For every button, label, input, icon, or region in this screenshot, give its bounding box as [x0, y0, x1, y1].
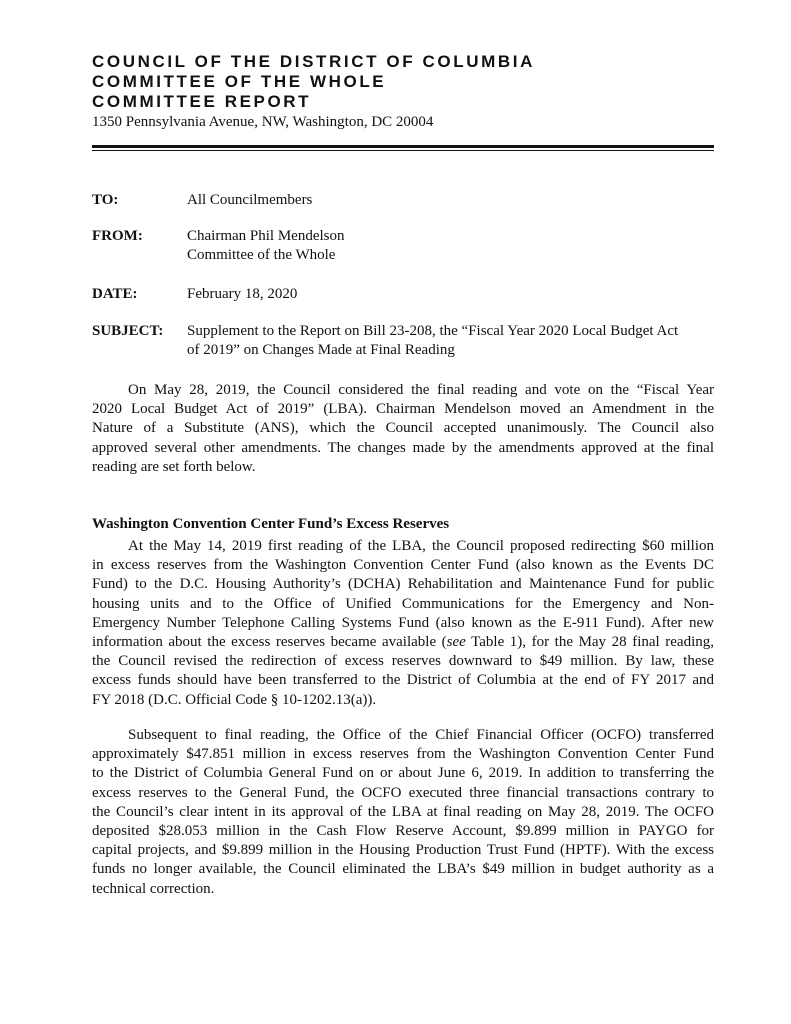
memo-subject-line-1: Supplement to the Report on Bill 23-208, the “Fiscal Year 2020 Local Budget Act [187, 323, 679, 339]
see-citation: see [446, 634, 466, 651]
section-heading: Washington Convention Center Fund’s Excess Reserves [92, 516, 450, 532]
paragraph-line: to the District of Columbia General Fund on or about June 6, 2019. In addition to transferring the [92, 765, 714, 782]
memo-from-value-committee: Committee of the Whole [187, 247, 336, 263]
memo-to-label: TO: [92, 192, 119, 208]
header-rule-thin [92, 150, 714, 151]
paragraph-line: Emergency Number Telephone Calling Systems Fund (also known as the E-911 Fund). After new [92, 614, 714, 631]
paragraph-line: technical correction. [92, 880, 215, 897]
memo-to-value: All Councilmembers [187, 192, 313, 208]
letterhead-committee: COMMITTEE OF THE WHOLE [92, 72, 387, 91]
paragraph-line: approximately $47.851 million in excess reserves from the Washington Convention Center Fund [92, 746, 714, 763]
intro-line: approved several other amendments. The changes made by the amendments approved at the final [92, 439, 714, 456]
paragraph-line: excess reserves to the General Fund, the OCFO executed three financial transactions contrary to [92, 784, 714, 801]
paragraph-line: capital projects, and $9.899 million in the Housing Production Trust Fund (HPTF). With the excess [92, 842, 714, 859]
section-paragraph-1 [92, 537, 714, 710]
intro-line: 2020 Local Budget Act of 2019” (LBA). Chairman Mendelson moved an Amendment in the [92, 401, 714, 418]
section-paragraph-2 [92, 726, 714, 899]
memo-subject-label: SUBJECT: [92, 323, 164, 339]
paragraph-line-part: Table 1), for the May 28 final reading, [465, 634, 714, 651]
paragraph-line: the Council’s clear intent in its approval of the LBA at final reading on May 28, 2019. The OCFO [92, 803, 714, 820]
memo-date-value-block [187, 285, 714, 304]
memo-subject-value-block [187, 322, 714, 360]
memo-from-label: FROM: [92, 228, 143, 244]
paragraph-line: excess funds should have been transferred to the District of Columbia at the end of FY 2017 and [92, 672, 714, 689]
paragraph-line: At the May 14, 2019 first reading of the LBA, the Council proposed redirecting $60 million [128, 538, 714, 554]
paragraph-line-part: information about the excess reserves became available ( [92, 634, 447, 651]
paragraph-line: funds no longer available, the Council eliminated the LBA’s $49 million in budget authority as a [92, 861, 714, 878]
memo-from-value-name: Chairman Phil Mendelson [187, 228, 345, 244]
header-rule-thick [92, 145, 714, 148]
memo-subject-line-2: of 2019” on Changes Made at Final Reading [187, 342, 455, 358]
intro-line: reading are set forth below. [92, 458, 256, 475]
letterhead-report: COMMITTEE REPORT [92, 92, 312, 111]
letterhead-address: 1350 Pennsylvania Avenue, NW, Washington, DC 20004 [92, 114, 434, 130]
memo-date-label: DATE: [92, 286, 138, 302]
memo-from-value-block [187, 227, 714, 265]
intro-line: Nature of a Substitute (ANS), which the Council accepted unanimously. The Council also [92, 420, 714, 437]
paragraph-line: Subsequent to final reading, the Office of the Chief Financial Officer (OCFO) transferred [128, 727, 714, 743]
paragraph-line: FY 2018 (D.C. Official Code § 10-1202.13(a)). [92, 691, 377, 708]
letterhead-council: COUNCIL OF THE DISTRICT OF COLUMBIA [92, 52, 535, 71]
paragraph-line: deposited $28.053 million in the Cash Flow Reserve Account, $9.899 million in PAYGO for [92, 823, 714, 840]
letterhead [92, 52, 714, 132]
memo-to-value-block [187, 191, 714, 210]
paragraph-line: in excess reserves from the Washington Convention Center Fund (also known as the Events DC [92, 557, 714, 574]
intro-line: On May 28, 2019, the Council considered the final reading and vote on the “Fiscal Year [128, 382, 714, 398]
paragraph-line: housing units and to the Office of Unified Communications for the Emergency and Non- [92, 595, 714, 612]
paragraph-line-mixed [92, 633, 714, 652]
intro-paragraph [92, 381, 714, 477]
paragraph-line: the Council revised the redirection of excess reserves downward to $49 million. By law, these [92, 653, 714, 670]
paragraph-line: Fund) to the D.C. Housing Authority’s (DCHA) Rehabilitation and Maintenance Fund for public [92, 576, 714, 593]
memo-date-value: February 18, 2020 [187, 286, 298, 302]
